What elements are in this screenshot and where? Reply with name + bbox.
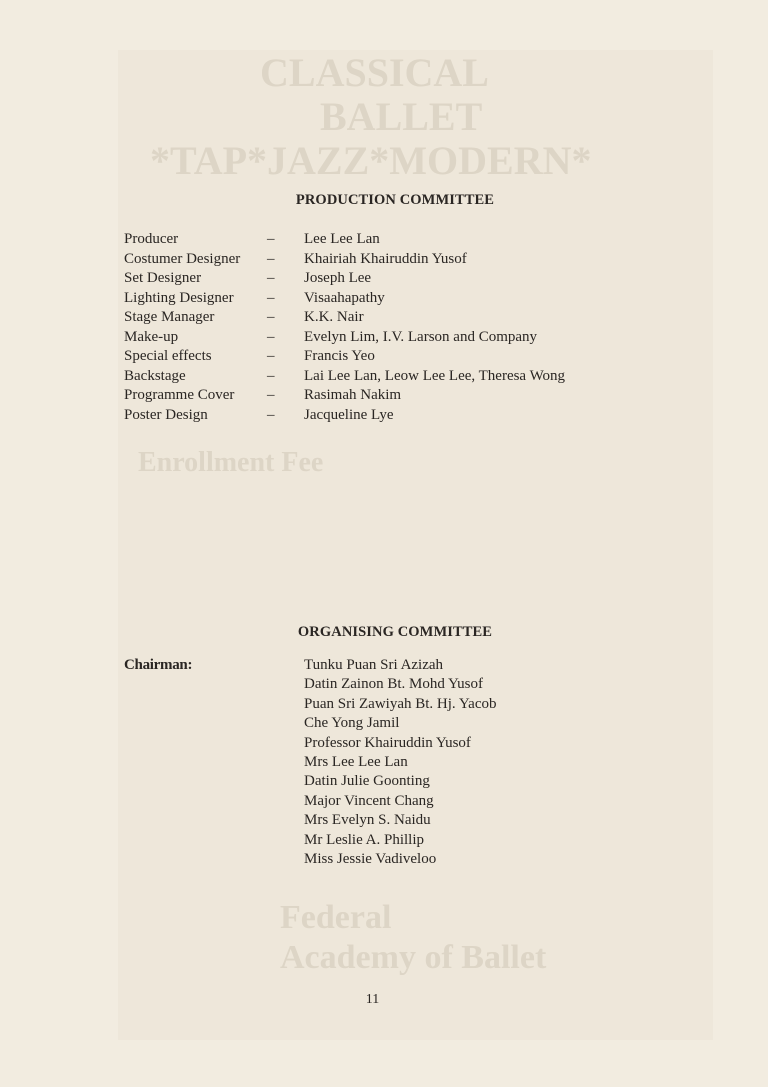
member-name: Mrs Evelyn S. Naidu <box>304 812 431 829</box>
organising-member <box>304 772 704 792</box>
role-label: Stage Manager <box>124 309 215 325</box>
role-label: Set Designer <box>124 270 202 286</box>
dash-separator: – <box>267 250 275 267</box>
organising-member <box>304 753 704 773</box>
member-name: Visaahapathy <box>304 289 385 306</box>
page-number: 11 <box>365 992 380 1007</box>
dash-separator: – <box>267 309 275 325</box>
member-name: Khairiah Khairuddin Yusof <box>304 250 467 267</box>
member-name: Professor Khairuddin Yusof <box>304 734 471 751</box>
role-label: Producer <box>124 231 179 247</box>
show-through-text: Academy of Ballet <box>280 939 547 976</box>
organising-member <box>304 850 704 870</box>
committee-row <box>0 250 768 270</box>
member-name: Joseph Lee <box>304 270 372 286</box>
organising-member <box>304 734 704 754</box>
member-name: Major Vincent Chang <box>304 792 434 809</box>
show-through-text: BALLET <box>320 94 483 139</box>
committee-row <box>0 328 768 348</box>
dash-separator: – <box>267 348 275 364</box>
member-name: Tunku Puan Sri Azizah <box>304 657 444 673</box>
show-through-text: Enrollment Fee <box>138 447 324 478</box>
committee-row <box>0 308 768 328</box>
dash-separator: – <box>267 231 275 247</box>
organising-member <box>304 695 704 715</box>
dash-separator: – <box>267 406 275 423</box>
member-name: Datin Zainon Bt. Mohd Yusof <box>304 676 484 693</box>
member-name: Mr Leslie A. Phillip <box>304 831 424 848</box>
organising-member <box>304 831 704 851</box>
member-name: Rasimah Nakim <box>304 387 402 403</box>
organising-committee-heading: ORGANISING COMMITTEE <box>297 624 493 640</box>
show-through-text: CLASSICAL <box>260 50 489 95</box>
organising-member <box>304 675 704 695</box>
member-name: Evelyn Lim, I.V. Larson and Company <box>304 328 538 345</box>
committee-row <box>0 269 768 289</box>
show-through-text: *TAP*JAZZ*MODERN* <box>150 138 592 183</box>
role-label: Programme Cover <box>124 387 235 403</box>
member-name: Jacqueline Lye <box>304 406 394 423</box>
chairman-label: Chairman: <box>124 657 193 673</box>
show-through-text: Federal <box>280 899 392 936</box>
member-name: Lee Lee Lan <box>304 231 380 247</box>
member-name: Lai Lee Lan, Leow Lee Lee, Theresa Wong <box>304 367 566 384</box>
organising-member <box>304 811 704 831</box>
member-name: K.K. Nair <box>304 309 364 325</box>
organising-member <box>304 656 704 676</box>
dash-separator: – <box>267 367 275 384</box>
committee-row <box>0 367 768 387</box>
role-label: Lighting Designer <box>124 289 234 306</box>
role-label: Costumer Designer <box>124 250 241 267</box>
role-label: Special effects <box>124 348 212 364</box>
member-name: Miss Jessie Vadiveloo <box>304 851 437 867</box>
member-name: Mrs Lee Lee Lan <box>304 754 408 770</box>
member-name: Datin Julie Goonting <box>304 773 430 790</box>
role-label: Poster Design <box>124 406 208 423</box>
committee-row <box>0 406 768 426</box>
dash-separator: – <box>267 289 275 306</box>
committee-row <box>0 347 768 367</box>
dash-separator: – <box>267 328 275 345</box>
chairman-row <box>124 656 274 676</box>
member-name: Che Yong Jamil <box>304 715 400 732</box>
member-name: Puan Sri Zawiyah Bt. Hj. Yacob <box>304 695 497 712</box>
role-label: Make-up <box>124 328 179 345</box>
committee-row <box>0 386 768 406</box>
organising-member <box>304 714 704 734</box>
committee-row <box>0 289 768 309</box>
production-committee-heading: PRODUCTION COMMITTEE <box>295 192 495 208</box>
organising-member <box>304 792 704 812</box>
dash-separator: – <box>267 270 275 286</box>
dash-separator: – <box>267 387 275 403</box>
committee-row <box>0 230 768 250</box>
role-label: Backstage <box>124 367 186 384</box>
member-name: Francis Yeo <box>304 348 375 364</box>
